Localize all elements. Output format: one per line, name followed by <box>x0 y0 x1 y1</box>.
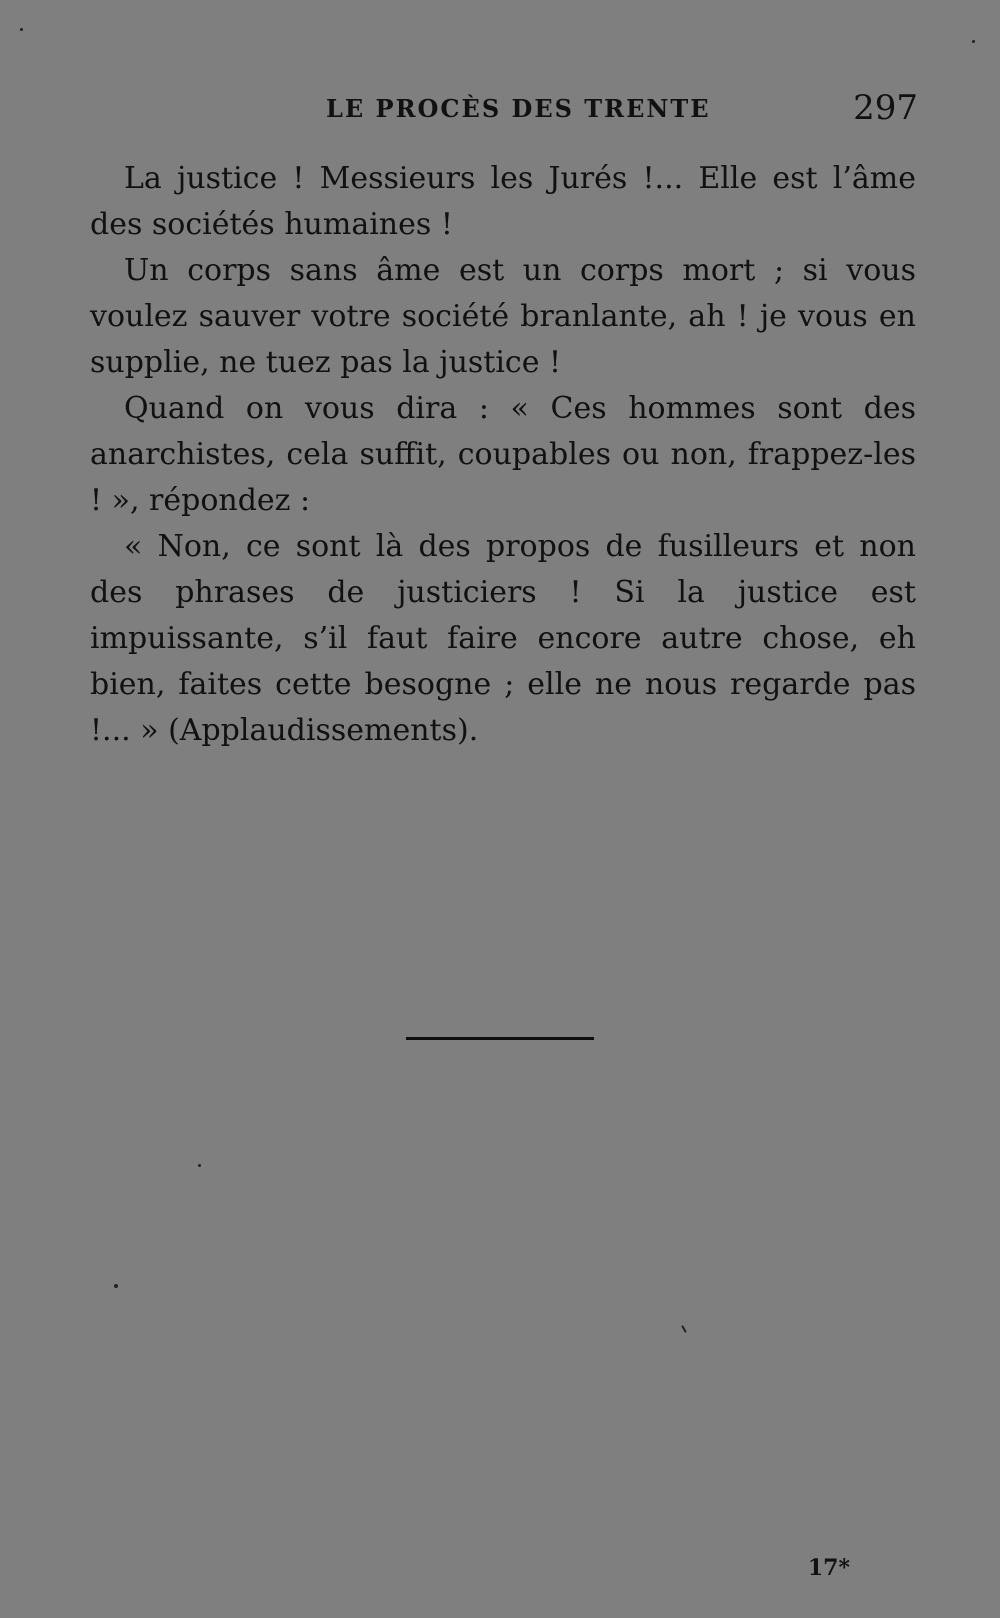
scan-speck <box>972 40 975 43</box>
scan-speck <box>198 1164 201 1167</box>
page-number: 297 <box>853 88 918 128</box>
paragraph: Quand on vous dira : « Ces hommes sont des anarchistes, cela suffit, coupables ou non, frappez-les ! », répondez : <box>90 391 916 518</box>
paragraph: La justice ! Messieurs les Jurés !... Elle est l’âme des sociétés humaines ! <box>90 161 916 242</box>
scan-speck <box>114 1284 118 1288</box>
printer-signature-mark: 17* <box>807 1555 850 1581</box>
scan-speck <box>20 28 23 31</box>
paragraph: Un corps sans âme est un corps mort ; si vous voulez sauver votre société branlante, ah ! je vous en supplie, ne tuez pas la justice ! <box>90 253 916 380</box>
paragraph: « Non, ce sont là des propos de fusilleurs et non des phrases de justiciers ! Si la justice est impuissante, s’il faut faire encore autre chose, eh bien, faites cette besogne ; elle ne nous regarde pas !... » (Applaudissements). <box>90 529 916 748</box>
running-title: LE PROCÈS DES TRENTE <box>326 94 711 123</box>
scan-speck <box>681 1325 687 1333</box>
section-separator-rule <box>406 1037 594 1040</box>
body-text <box>90 156 916 754</box>
